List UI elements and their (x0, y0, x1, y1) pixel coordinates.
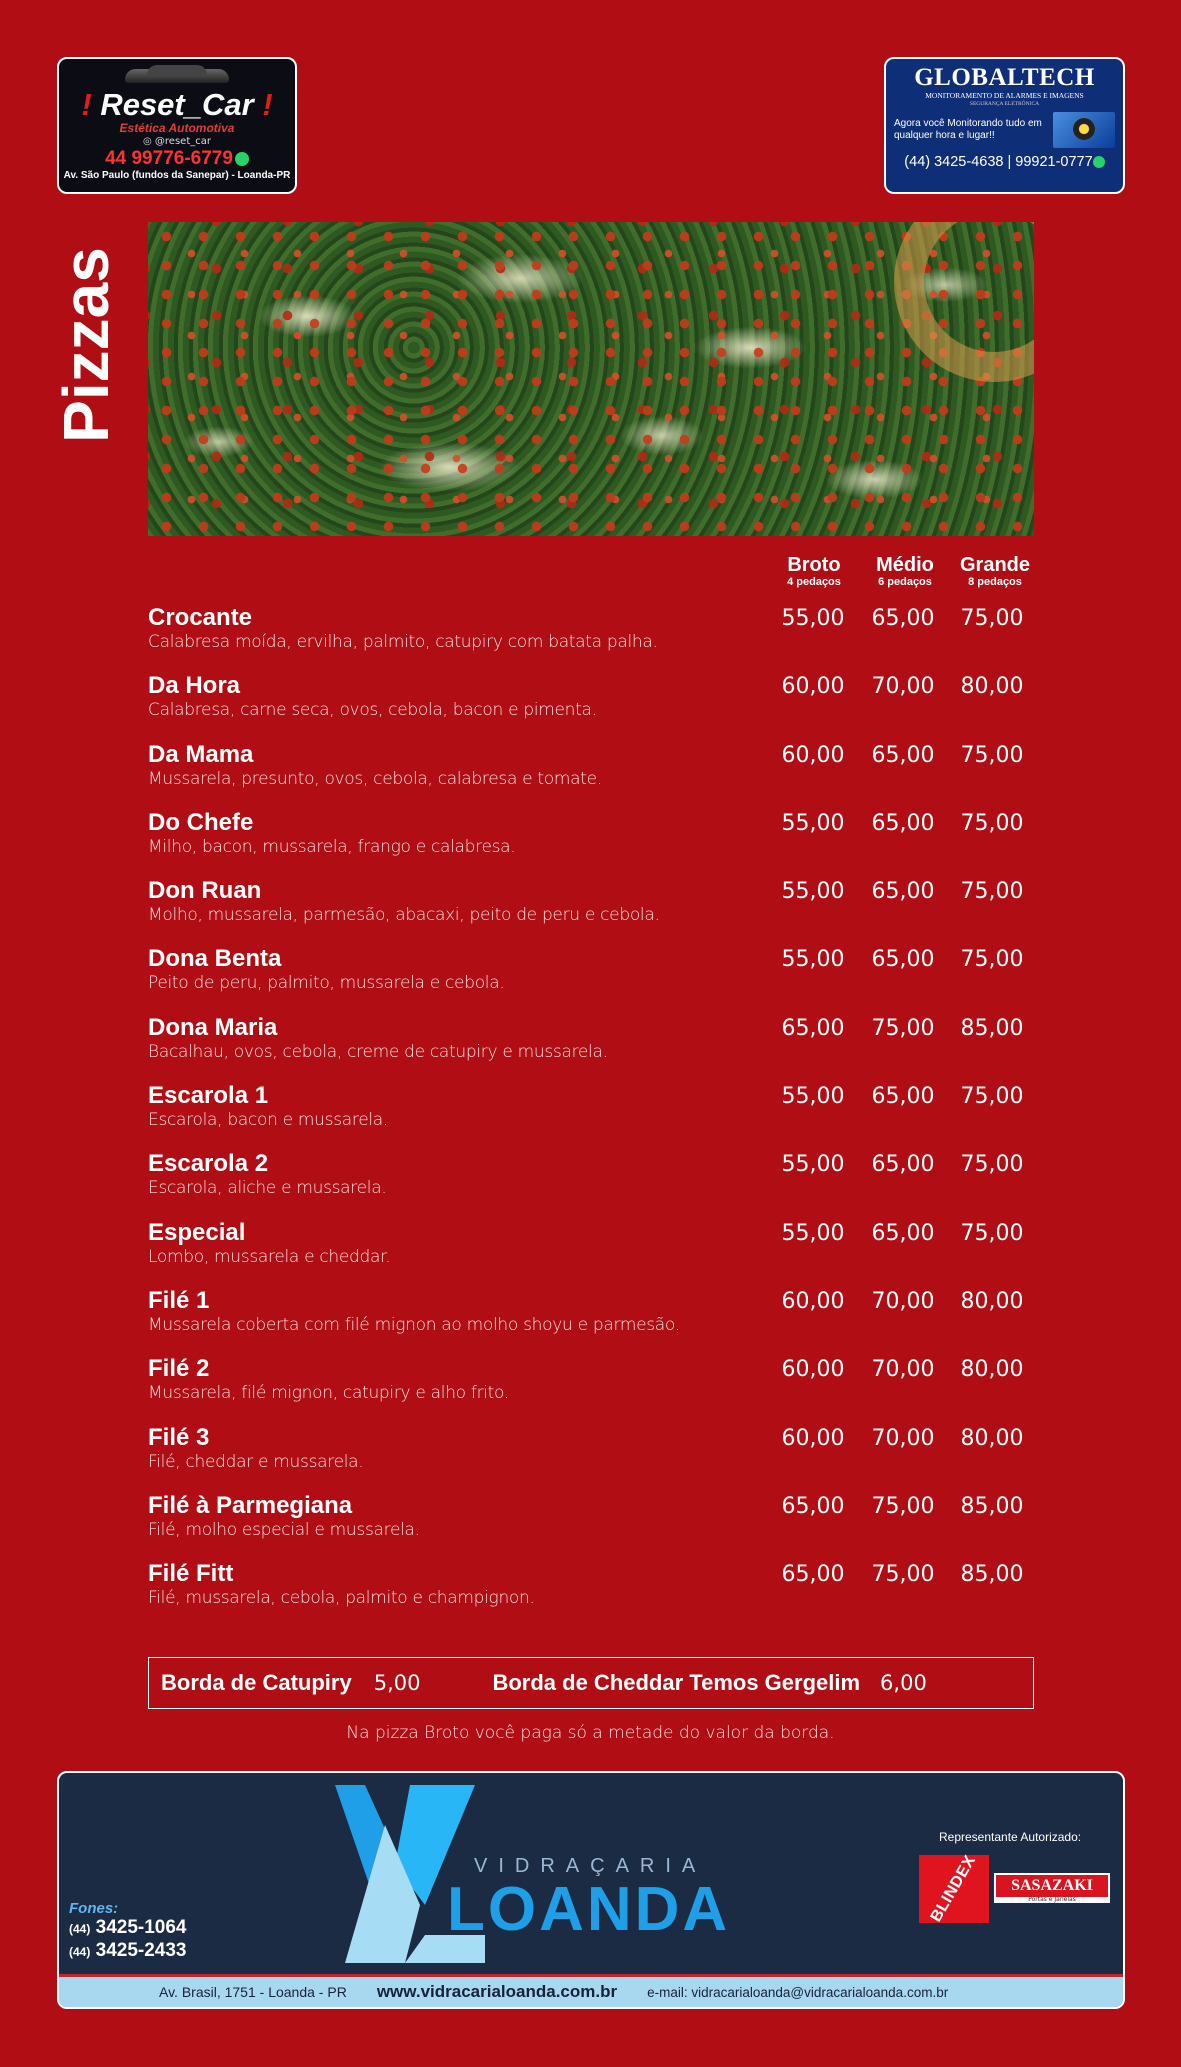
item-name: Filé 2 (148, 1355, 210, 1383)
price-medio: 75,00 (871, 1562, 935, 1588)
price-medio: 65,00 (871, 1220, 935, 1246)
item-description: Milho, bacon, mussarela, frango e calabresa. (148, 836, 516, 857)
price-grande: 75,00 (960, 606, 1024, 631)
menu-list (148, 604, 1038, 1628)
menu-item (148, 1014, 1038, 1082)
column-header-grande (952, 554, 1038, 588)
globaltech-middle (886, 108, 1123, 148)
item-description: Peito de peru, palmito, mussarela e cebola. (148, 973, 505, 994)
menu-item (148, 945, 1038, 1013)
menu-item (148, 877, 1038, 945)
car-icon (117, 63, 237, 89)
item-name: Dona Benta (148, 945, 282, 973)
phone-2 (69, 1940, 187, 1963)
borda-catupiry-price: 5,00 (373, 1671, 421, 1695)
sasazaki-logo (994, 1873, 1110, 1903)
phone-1 (69, 1917, 187, 1940)
price-medio: 65,00 (871, 879, 935, 905)
item-description: Molho, mussarela, parmesão, abacaxi, peito de peru e cebola. (148, 905, 660, 926)
menu-item (148, 1492, 1038, 1560)
pizza-photo (148, 222, 1034, 536)
column-sub: 6 pedaços (878, 576, 932, 588)
price-grande: 75,00 (960, 1220, 1024, 1246)
camera-icon (1053, 112, 1115, 148)
item-description: Bacalhau, ovos, cebola, creme de catupiry e mussarela. (148, 1041, 608, 1062)
column-header-medio (864, 554, 946, 588)
item-description: Calabresa, carne seca, ovos, cebola, bacon e pimenta. (148, 700, 597, 721)
price-medio: 65,00 (871, 1084, 935, 1110)
price-medio: 65,00 (871, 606, 935, 631)
column-header-broto (774, 554, 854, 588)
globaltech-ad (884, 57, 1125, 194)
price-grande: 75,00 (960, 879, 1024, 905)
price-broto: 60,00 (781, 742, 845, 768)
blindex-logo (919, 1852, 989, 1925)
representante-label: Representante Autorizado: (939, 1830, 1082, 1844)
item-description: Mussarela, presunto, ovos, cebola, calabresa e tomate. (148, 768, 602, 789)
item-name: Do Chefe (148, 808, 254, 836)
price-medio: 70,00 (871, 1288, 935, 1314)
price-grande: 85,00 (960, 1562, 1024, 1588)
phone-1-prefix: (44) (69, 1922, 91, 1936)
reset-car-brand (59, 89, 295, 121)
borda-box (148, 1657, 1034, 1709)
price-broto: 55,00 (781, 879, 845, 905)
menu-item (148, 1560, 1038, 1628)
price-grande: 75,00 (960, 742, 1024, 768)
price-broto: 60,00 (781, 1425, 845, 1451)
menu-item (148, 809, 1038, 877)
item-name: Filé à Parmegiana (148, 1491, 353, 1519)
price-broto: 65,00 (781, 1562, 845, 1588)
globaltech-name: GLOBALTECH (914, 64, 1095, 91)
page-title: Pizzas (50, 246, 122, 443)
menu-item (148, 604, 1038, 672)
item-name: Da Hora (148, 672, 241, 700)
price-grande: 75,00 (960, 1152, 1024, 1178)
vidracaria-address: Av. Brasil, 1751 - Loanda - PR (159, 1984, 347, 2000)
price-medio: 75,00 (871, 1015, 935, 1041)
price-grande: 80,00 (960, 674, 1024, 700)
vidracaria-contact-bar (59, 1974, 1123, 2007)
price-grande: 75,00 (960, 810, 1024, 836)
price-broto: 60,00 (781, 1288, 845, 1314)
price-medio: 75,00 (871, 1493, 935, 1519)
price-grande: 75,00 (960, 947, 1024, 973)
sasazaki-sub: Portas e Janelas (1028, 1896, 1076, 1903)
vidracaria-ad (57, 1771, 1125, 2009)
vidracaria-website: www.vidracarialoanda.com.br (376, 1982, 618, 2001)
instagram-icon: ◎ (143, 136, 155, 147)
price-medio: 65,00 (871, 947, 935, 973)
instagram-handle: @reset_car (154, 136, 211, 147)
loanda-word: LOANDA (447, 1875, 731, 1944)
vidracaria-word: VIDRAÇARIA (474, 1855, 707, 1877)
borda-cheddar-label: Borda de Cheddar Temos Gergelim (492, 1670, 861, 1695)
price-broto: 60,00 (781, 1357, 845, 1383)
bang-right: ! (262, 87, 273, 122)
price-broto: 65,00 (781, 1015, 845, 1041)
reset-car-phone (59, 149, 295, 169)
price-grande: 80,00 (960, 1288, 1024, 1314)
column-label: Broto (787, 554, 841, 576)
blindex-text: BLINDEX (927, 1852, 980, 1925)
item-description: Filé, molho especial e mussarela. (148, 1519, 420, 1540)
reset-car-address: Av. São Paulo (fundos da Sanepar) - Loanda-PR (63, 170, 291, 181)
reset-car-name: Reset_Car (100, 87, 254, 122)
item-name: Filé Fitt (148, 1560, 234, 1588)
price-broto: 55,00 (781, 1084, 845, 1110)
menu-item (148, 1219, 1038, 1287)
vidracaria-phones (69, 1901, 187, 1963)
price-broto: 60,00 (781, 674, 845, 700)
item-description: Mussarela, filé mignon, catupiry e alho frito. (148, 1383, 509, 1404)
borda-catupiry-label: Borda de Catupiry (161, 1670, 352, 1695)
menu-item (148, 1355, 1038, 1423)
price-medio: 70,00 (871, 1425, 935, 1451)
globaltech-phone (886, 154, 1123, 170)
price-broto: 55,00 (781, 606, 845, 631)
price-broto: 65,00 (781, 1493, 845, 1519)
price-broto: 55,00 (781, 947, 845, 973)
price-medio: 65,00 (871, 742, 935, 768)
whatsapp-icon (1093, 156, 1105, 168)
item-name: Filé 3 (148, 1423, 210, 1451)
column-label: Grande (959, 554, 1031, 576)
menu-item (148, 1150, 1038, 1218)
menu-item (148, 1424, 1038, 1492)
price-grande: 80,00 (960, 1425, 1024, 1451)
phone-2-number: 3425-2433 (95, 1940, 187, 1961)
globaltech-subtitle2: SEGURANÇA ELETRÔNICA (969, 101, 1040, 107)
price-grande: 75,00 (960, 1084, 1024, 1110)
price-grande: 85,00 (960, 1015, 1024, 1041)
reset-car-ad (57, 57, 297, 194)
globaltech-message: Agora você Monitorando tudo em qualquer hora e lugar!! (894, 118, 1042, 141)
price-broto: 55,00 (781, 810, 845, 836)
title-wrap (50, 222, 122, 467)
borda-note: Na pizza Broto você paga só a metade do valor da borda. (346, 1723, 835, 1743)
reset-car-tagline: Estética Automotiva (119, 121, 235, 135)
item-description: Mussarela coberta com filé mignon ao molho shoyu e parmesão. (148, 1314, 680, 1335)
item-name: Especial (148, 1218, 246, 1246)
item-description: Calabresa moída, ervilha, palmito, catupiry com batata palha. (148, 632, 658, 652)
phone-2-prefix: (44) (69, 1945, 91, 1959)
menu-item (148, 672, 1038, 740)
bang-left: ! (81, 87, 92, 122)
borda-cheddar-price: 6,00 (880, 1671, 927, 1695)
item-description: Escarola, aliche e mussarela. (148, 1178, 387, 1199)
globaltech-phone-number: (44) 3425-4638 | 99921-0777 (904, 154, 1093, 170)
price-medio: 65,00 (871, 810, 935, 836)
price-medio: 65,00 (871, 1152, 935, 1178)
item-description: Filé, cheddar e mussarela. (148, 1451, 364, 1472)
price-broto: 55,00 (781, 1220, 845, 1246)
item-name: Da Mama (148, 740, 254, 768)
menu-item (148, 741, 1038, 809)
reset-car-instagram (59, 135, 295, 149)
menu-item (148, 1082, 1038, 1150)
item-name: Escarola 2 (148, 1150, 269, 1178)
phone-1-number: 3425-1064 (95, 1917, 187, 1938)
price-grande: 85,00 (960, 1493, 1024, 1519)
column-sub: 8 pedaços (968, 576, 1022, 588)
reset-car-phone-number: 44 99776-6779 (105, 148, 233, 169)
item-name: Crocante (148, 604, 253, 631)
price-medio: 70,00 (871, 1357, 935, 1383)
item-name: Escarola 1 (148, 1082, 269, 1110)
globaltech-subtitle: MONITORAMENTO DE ALARMES E IMAGENS (925, 91, 1084, 100)
item-description: Filé, mussarela, cebola, palmito e champignon. (148, 1588, 535, 1609)
sasazaki-text: SASAZAKI (996, 1875, 1108, 1897)
vidracaria-email: e-mail: vidracarialoanda@vidracarialoanda.com.br (647, 1984, 949, 2000)
column-label: Médio (876, 554, 934, 576)
price-grande: 80,00 (960, 1357, 1024, 1383)
item-name: Filé 1 (148, 1286, 210, 1314)
price-broto: 55,00 (781, 1152, 845, 1178)
column-sub: 4 pedaços (787, 576, 841, 588)
item-description: Escarola, bacon e mussarela. (148, 1110, 389, 1131)
item-description: Lombo, mussarela e cheddar. (148, 1246, 391, 1267)
menu-item (148, 1287, 1038, 1355)
whatsapp-icon (235, 152, 249, 166)
item-name: Dona Maria (148, 1013, 278, 1041)
item-name: Don Ruan (148, 877, 262, 905)
fones-label: Fones: (69, 1900, 119, 1917)
price-medio: 70,00 (871, 674, 935, 700)
